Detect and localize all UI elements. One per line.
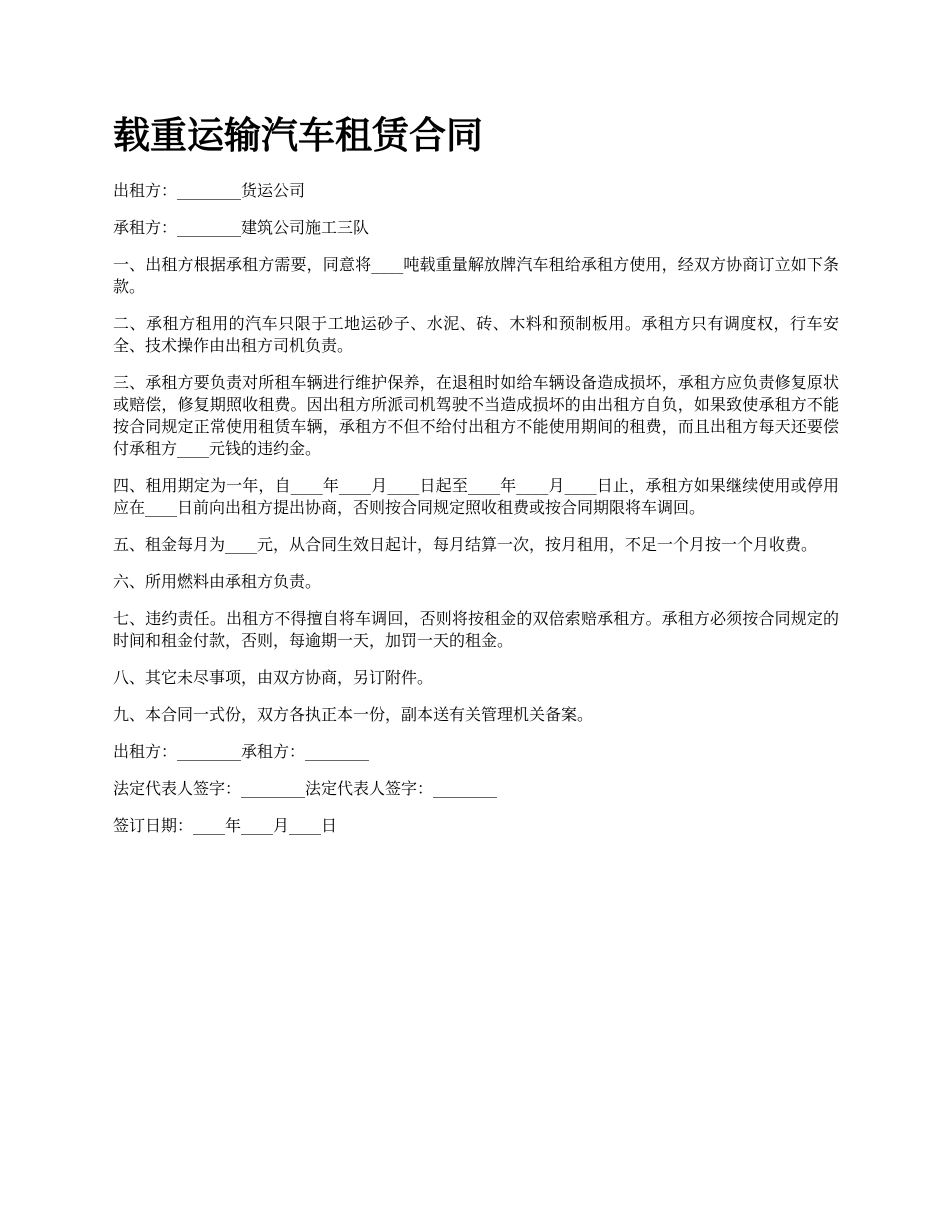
clause-3: 三、承租方要负责对所租车辆进行维护保养，在退租时如给车辆设备造成损坏，承租方应负责修复原状或赔偿，修复期照收租费。因出租方所派司机驾驶不当造成损坏的由出租方自负，如果致使承租方不能按合同规定正常使用租赁车辆，承租方不但不给付出租方不能使用期间的租费，而且出租方每天还要偿付承租方____元钱的违约金。 — [113, 373, 839, 458]
clause-1: 一、出租方根据承租方需要，同意将____吨载重量解放牌汽车租给承租方使用，经双方协商订立如下条款。 — [113, 255, 839, 296]
signature-representatives-line: 法定代表人签字：________法定代表人签字：________ — [113, 779, 498, 798]
clause-9: 九、本合同一式份，双方各执正本一份，副本送有关管理机关备案。 — [113, 705, 594, 724]
clause-7: 七、违约责任。出租方不得擅自将车调回，否则将按租金的双倍索赔承租方。承租方必须按合同规定的时间和租金付款，否则，每逾期一天，加罚一天的租金。 — [113, 609, 839, 650]
document-title: 载重运输汽车租赁合同 — [113, 114, 483, 157]
document-page — [113, 110, 839, 852]
clause-8: 八、其它未尽事项，由双方协商，另订附件。 — [113, 668, 434, 687]
lessor-line: 出租方：________货运公司 — [113, 181, 306, 200]
clause-2: 二、承租方租用的汽车只限于工地运砂子、水泥、砖、木料和预制板用。承租方只有调度权，行车安全、技术操作由出租方司机负责。 — [113, 314, 839, 355]
clause-5: 五、租金每月为____元，从合同生效日起计，每月结算一次，按月租用，不足一个月按一个月收费。 — [113, 535, 818, 554]
lessee-line: 承租方：________建筑公司施工三队 — [113, 218, 370, 237]
clause-4: 四、租用期定为一年，自____年____月____日起至____年____月____日止，承租方如果继续使用或停用应在____日前向出租方提出协商，否则按合同规定照收租费或按合同期限将车调回。 — [113, 476, 839, 517]
sign-date-line: 签订日期：____年____月____日 — [113, 816, 338, 835]
signature-parties-line: 出租方：________承租方：________ — [113, 742, 370, 761]
clause-6: 六、所用燃料由承租方负责。 — [113, 572, 322, 591]
